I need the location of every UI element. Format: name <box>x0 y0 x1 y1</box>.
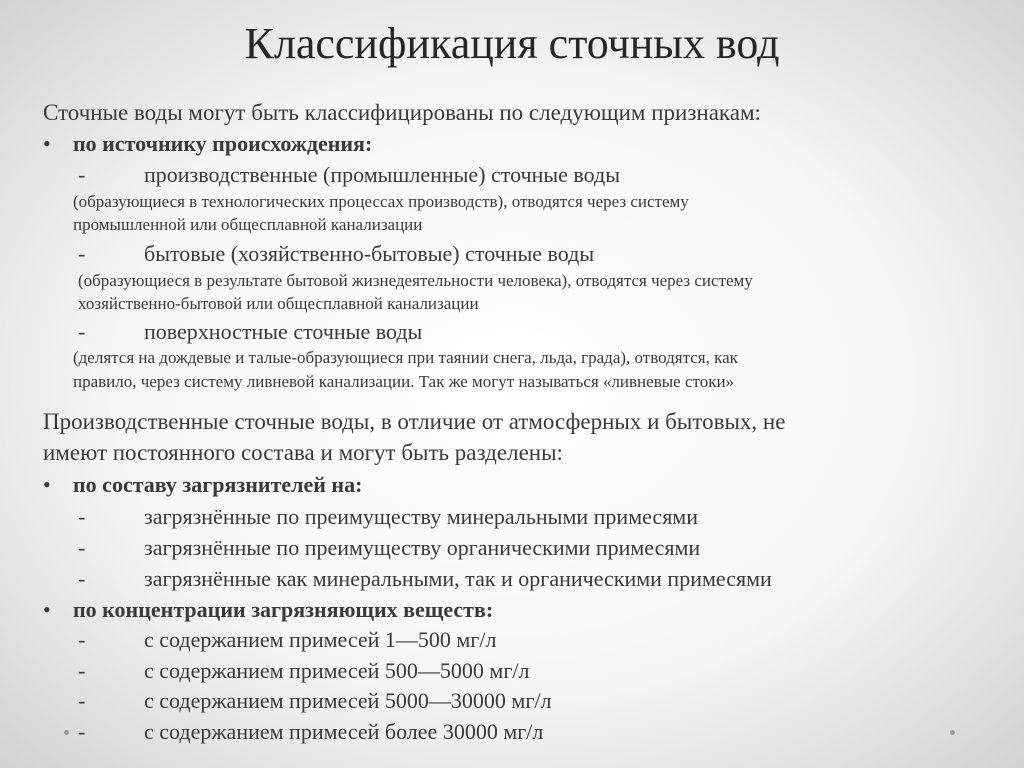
paragraph-line: Производственные сточные воды, в отличие от атмосферных и бытовых, не <box>43 409 786 434</box>
dash-marker: - <box>78 719 86 744</box>
item-label: производственные (промышленные) сточные воды <box>144 162 620 187</box>
paragraph-line: имеют постоянного состава и могут быть разделены: <box>43 440 563 465</box>
dash-marker: - <box>78 688 86 713</box>
item-note-line: хозяйственно-бытовой или общесплавной канализации <box>78 294 479 313</box>
list-item <box>78 241 594 267</box>
bullet-glyph: • <box>43 597 51 622</box>
item-note-line: (образующиеся в результате бытовой жизнедеятельности человека), отводятся через систему <box>78 271 753 290</box>
bullet-label: по источнику происхождения: <box>73 131 373 156</box>
list-item <box>78 319 422 345</box>
bullet-source-origin <box>43 131 372 157</box>
dash-marker: - <box>78 566 86 591</box>
dash-marker: - <box>78 504 86 529</box>
intro-text: Сточные воды могут быть классифицированы по следующим признакам: <box>43 100 761 125</box>
dash-marker: - <box>78 319 86 344</box>
bullet-pollutant-composition <box>43 472 362 498</box>
slide-corner-dot <box>950 730 955 735</box>
item-label: с содержанием примесей 5000—30000 мг/л <box>144 688 552 713</box>
bullet-label: по составу загрязнителей на: <box>73 472 363 497</box>
list-item <box>78 688 551 714</box>
item-label: загрязнённые по преимуществу минеральными примесями <box>144 504 699 529</box>
item-label: бытовые (хозяйственно-бытовые) сточные воды <box>144 241 595 266</box>
dash-marker: - <box>78 535 86 560</box>
list-item <box>78 566 772 592</box>
dash-marker: - <box>78 241 86 266</box>
item-note-line: (делятся на дождевые и талые-образующиеся при таянии снега, льда, града), отводятся, как <box>73 348 738 367</box>
item-note-line: правило, через систему ливневой канализации. Так же могут называться «ливневые стоки» <box>73 372 735 391</box>
dash-marker: - <box>78 658 86 683</box>
slide-corner-dot <box>64 730 69 735</box>
list-item <box>78 627 496 653</box>
bullet-label: по концентрации загрязняющих веществ: <box>73 597 494 622</box>
bullet-pollutant-concentration <box>43 597 493 623</box>
list-item <box>78 504 698 530</box>
list-item <box>78 719 543 745</box>
list-item <box>78 162 620 188</box>
dash-marker: - <box>78 627 86 652</box>
item-note-line: (образующиеся в технологических процессах производств), отводятся через систему <box>73 192 689 211</box>
page-title: Классификация сточных вод <box>244 19 780 68</box>
dash-marker: - <box>78 162 86 187</box>
item-label: с содержанием примесей более 30000 мг/л <box>144 719 544 744</box>
item-label: загрязнённые по преимуществу органическими примесями <box>144 535 701 560</box>
bullet-glyph: • <box>43 131 51 156</box>
bullet-glyph: • <box>43 472 51 497</box>
list-item <box>78 535 700 561</box>
list-item <box>78 658 529 684</box>
item-label: загрязнённые как минеральными, так и органическими примесями <box>144 566 772 591</box>
item-label: с содержанием примесей 1—500 мг/л <box>144 627 497 652</box>
item-label: с содержанием примесей 500—5000 мг/л <box>144 658 530 683</box>
item-label: поверхностные сточные воды <box>144 319 423 344</box>
item-note-line: промышленной или общесплавной канализации <box>73 215 423 234</box>
